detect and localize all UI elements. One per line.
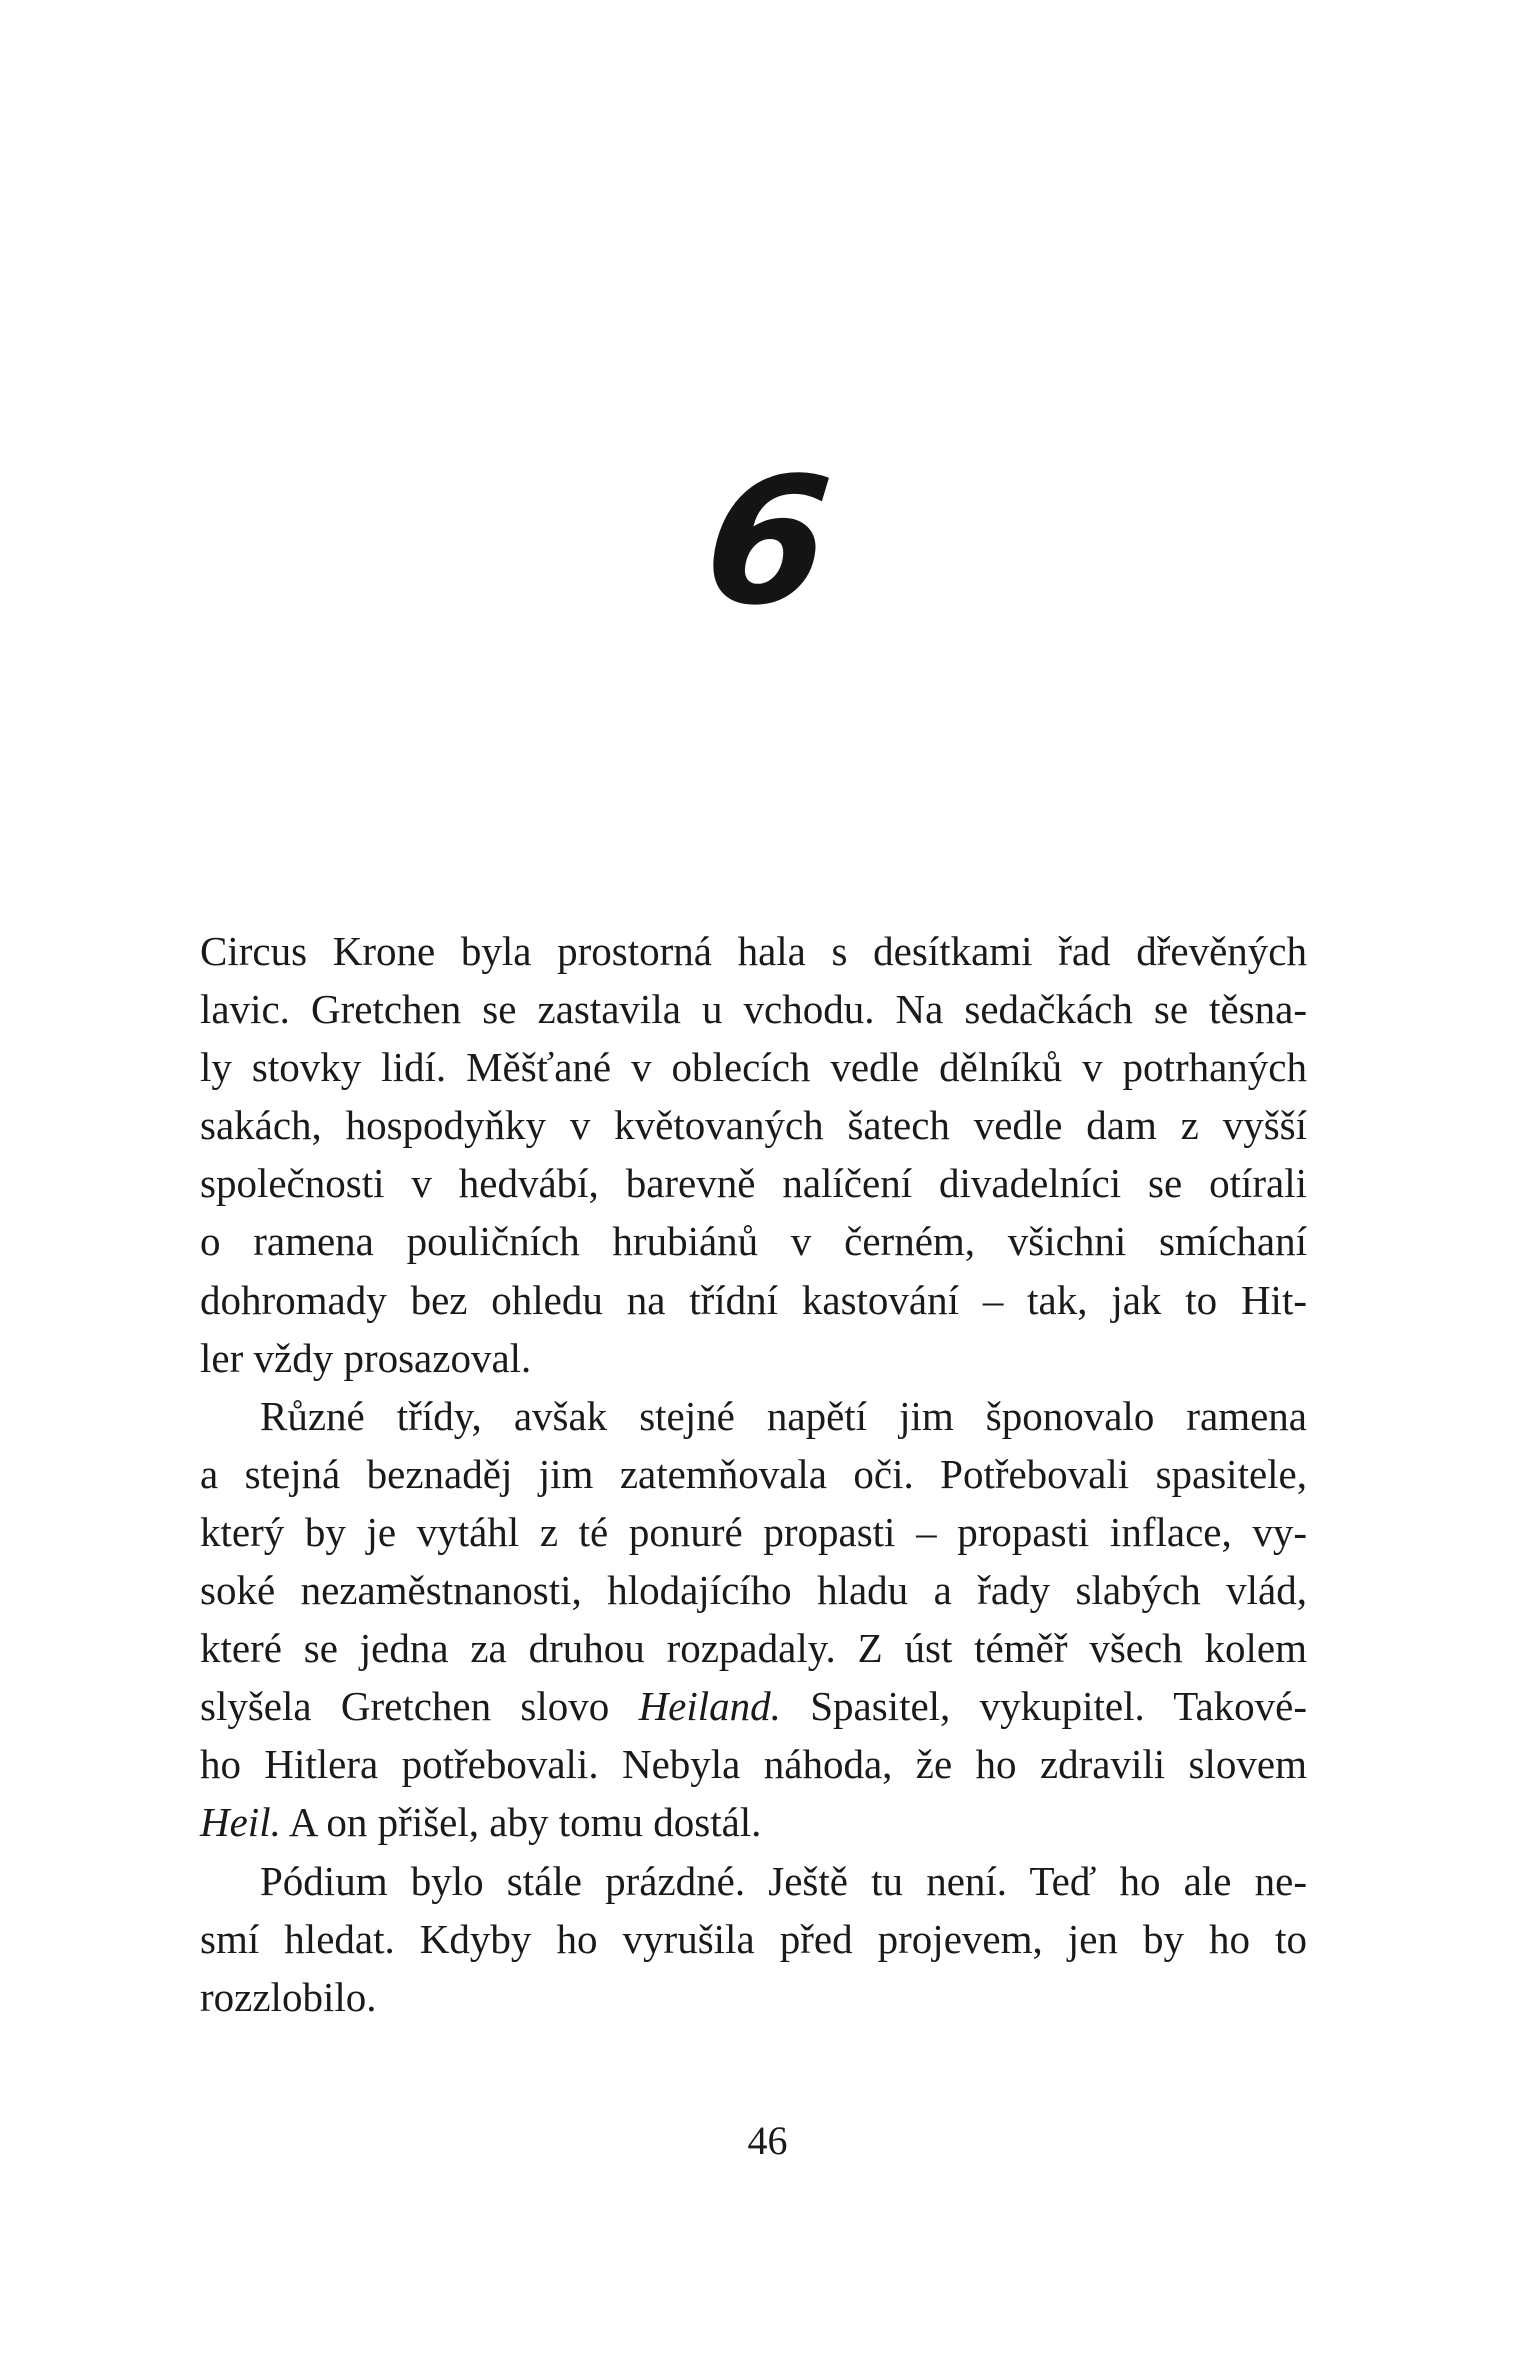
page-number: 46 bbox=[747, 2118, 788, 2163]
text-segment: Spasitel, vykupitel. Takové- bbox=[780, 1683, 1307, 1730]
text-line: o ramena pouličních hrubiánů v černém, všichni smíchaní bbox=[200, 1218, 1307, 1265]
text-segment: A on přišel, aby tomu dostál. bbox=[280, 1799, 762, 1846]
body-text bbox=[200, 922, 1307, 2026]
text-line: a stejná beznaděj jim zatemňovala oči. Potřebovali spasitele, bbox=[200, 1450, 1307, 1497]
text-segment: slyšela Gretchen slovo bbox=[200, 1683, 639, 1730]
text-line: společnosti v hedvábí, barevně nalíčení divadelníci se otírali bbox=[200, 1160, 1307, 1207]
text-line: smí hledat. Kdyby ho vyrušila před projevem, jen by ho to bbox=[200, 1915, 1307, 1962]
italic-word: Heil. bbox=[200, 1799, 281, 1846]
text-line: sakách, hospodyňky v květovaných šatech vedle dam z vyšší bbox=[200, 1102, 1307, 1149]
text-line: Pódium bylo stále prázdné. Ještě tu není. Teď ho ale ne- bbox=[260, 1857, 1307, 1904]
text-line: soké nezaměstnanosti, hlodajícího hladu a řady slabých vlád, bbox=[200, 1567, 1307, 1614]
text-line bbox=[200, 1677, 1307, 1735]
paragraph-1 bbox=[200, 922, 1307, 1387]
chapter-number: 6 bbox=[695, 441, 840, 644]
italic-word: Heiland. bbox=[638, 1683, 781, 1730]
text-line: ly stovky lidí. Měšťané v oblecích vedle dělníků v potrhaných bbox=[200, 1044, 1307, 1091]
text-line: které se jedna za druhou rozpadaly. Z úst téměř všech kolem bbox=[200, 1625, 1307, 1672]
text-line: který by je vytáhl z té ponuré propasti – propasti inflace, vy- bbox=[200, 1508, 1307, 1555]
paragraph-2 bbox=[200, 1387, 1307, 1852]
paragraph-3 bbox=[200, 1852, 1307, 2026]
text-line: ho Hitlera potřebovali. Nebyla náhoda, že ho zdravili slovem bbox=[200, 1741, 1307, 1788]
text-line: rozzlobilo. bbox=[200, 1973, 377, 2020]
text-line: Různé třídy, avšak stejné napětí jim šponovalo ramena bbox=[260, 1392, 1307, 1439]
text-line: lavic. Gretchen se zastavila u vchodu. Na sedačkách se těsna- bbox=[200, 986, 1307, 1033]
text-line: dohromady bez ohledu na třídní kastování – tak, jak to Hit- bbox=[200, 1276, 1307, 1323]
text-line: Circus Krone byla prostorná hala s desítkami řad dřevěných bbox=[200, 928, 1307, 974]
text-line: ler vždy prosazoval. bbox=[200, 1334, 532, 1381]
text-line bbox=[200, 1793, 1307, 1851]
